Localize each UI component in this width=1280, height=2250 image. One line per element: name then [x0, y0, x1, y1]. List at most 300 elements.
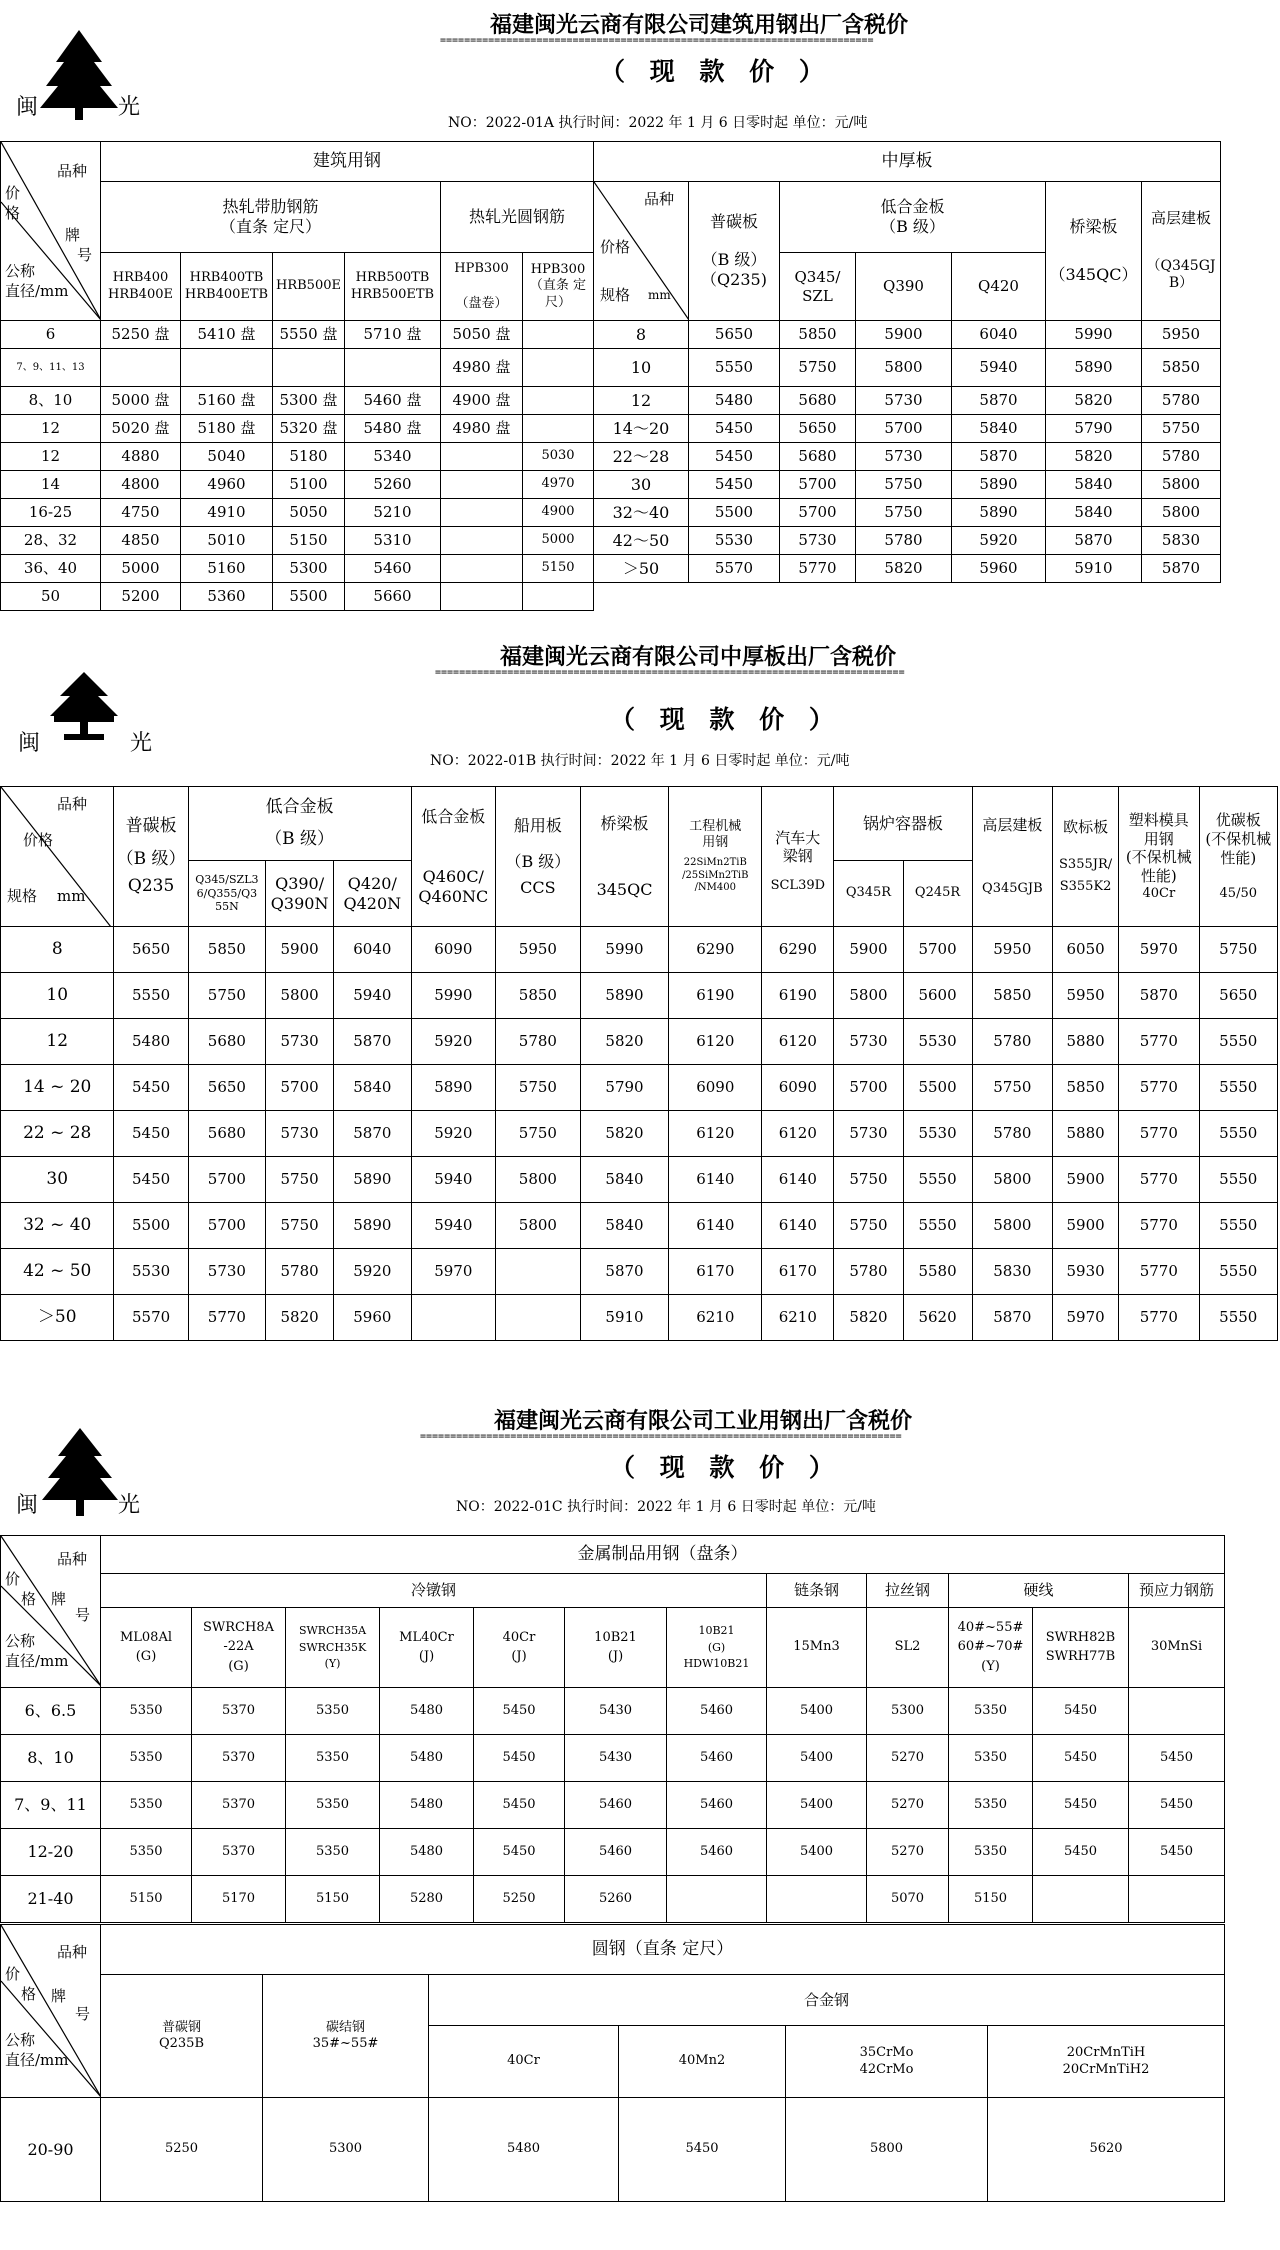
header-quality-carbon: [1199, 787, 1277, 927]
table-row: [1, 555, 1221, 583]
table-row: [1, 499, 1221, 527]
grade-line: (G): [228, 1658, 249, 1674]
price-cell: 5270: [867, 1829, 949, 1876]
plate-spec-cell: 10: [594, 349, 689, 387]
header-low-alloy: [780, 182, 1046, 253]
grade-cell: [667, 1608, 767, 1688]
price-cell: 6040: [334, 927, 411, 973]
header-building-steel: 建筑用钢: [101, 142, 594, 182]
price-cell: 5970: [1119, 927, 1199, 973]
price-cell: 5320 盘: [273, 415, 345, 443]
company-logo: [14, 670, 154, 760]
grade-line: -22A: [223, 1639, 254, 1655]
price-cell: 5870: [580, 1249, 669, 1295]
price-cell: 5180: [273, 443, 345, 471]
price-cell: [1033, 1876, 1129, 1923]
header-alloy: [188, 787, 411, 861]
price-cell: 5950: [496, 927, 581, 973]
page-title: 福建闽光云商有限公司建筑用钢出厂含税价: [490, 12, 909, 38]
price-cell: 5730: [834, 1019, 903, 1065]
price-cell: 5800: [972, 1203, 1052, 1249]
plate-table-body: [1, 927, 1278, 1341]
plate-price-cell: 5820: [1046, 387, 1142, 415]
price-cell: 5950: [972, 927, 1052, 973]
logo-char-right: 光: [130, 731, 153, 756]
price-cell: 5900: [1053, 1157, 1119, 1203]
price-cell: 5250: [474, 1876, 565, 1923]
header-high-line1: 高层建板: [982, 816, 1043, 834]
price-cell: [345, 349, 441, 387]
price-cell: 5300: [263, 2098, 429, 2202]
corner-g: 直径/mm: [5, 1652, 69, 1670]
price-cell: 5480 盘: [345, 415, 441, 443]
logo-char-left: 闽: [18, 731, 41, 756]
price-cell: [411, 1295, 496, 1341]
plate-price-cell: 5530: [689, 527, 780, 555]
price-cell: 5480: [429, 2098, 619, 2202]
spec-cell: 42 ~ 50: [1, 1249, 114, 1295]
price-cell: 6140: [762, 1157, 834, 1203]
plate-spec-cell: 12: [594, 387, 689, 415]
price-cell: 5960: [334, 1295, 411, 1341]
price-cell: 5660: [345, 583, 441, 611]
plate-price-cell: 5790: [1046, 415, 1142, 443]
grade-hrb500tb: HRB500TB HRB500ETB: [345, 253, 441, 321]
price-cell: 5300: [867, 1688, 949, 1735]
price-cell: 4910: [181, 499, 273, 527]
price-cell: 5550: [903, 1157, 972, 1203]
plate-price-cell: 6040: [952, 321, 1046, 349]
price-cell: 5880: [1053, 1019, 1119, 1065]
plate-price-cell: 5960: [952, 555, 1046, 583]
price-cell: 5900: [1053, 1203, 1119, 1249]
header-mold-line2: 用钢: [1143, 829, 1174, 848]
price-cell: 6170: [762, 1249, 834, 1295]
price-cell: 5800: [496, 1157, 581, 1203]
header-ship-plate: [496, 787, 581, 927]
price-cell: 5780: [972, 1111, 1052, 1157]
price-cell: 5770: [188, 1295, 265, 1341]
plate-price-cell: 5780: [1142, 443, 1221, 471]
header-euro-line1: 欧标板: [1063, 817, 1109, 836]
price-cell: 5550: [903, 1203, 972, 1249]
corner-header: [1, 1536, 101, 1688]
price-cell: 5480: [114, 1019, 188, 1065]
price-cell: 4850: [101, 527, 181, 555]
industrial-table-body: [1, 1688, 1225, 1923]
grade-q245r: Q245R: [903, 861, 972, 927]
header-bridge-line1: 桥梁板: [1069, 217, 1118, 236]
price-cell: 6140: [762, 1203, 834, 1249]
title-underline: ================================================================================: [420, 1432, 902, 1442]
header-quality-line4: 45/50: [1219, 885, 1257, 901]
price-cell: 5800: [496, 1203, 581, 1249]
diameter-cell: 6、6.5: [1, 1688, 101, 1735]
round-corner-header: [1, 1925, 101, 2098]
price-cell: 5350: [101, 1829, 192, 1876]
grade-line: SWRH82B: [1045, 1629, 1116, 1645]
corner-b: 价: [5, 1570, 21, 1588]
corner-b: 价: [5, 1965, 21, 1983]
price-cell: 5350: [949, 1829, 1033, 1876]
price-cell: 5800: [786, 2098, 988, 2202]
grade-line: 40Cr: [502, 1629, 536, 1645]
price-cell: 5340: [345, 443, 441, 471]
price-cell: 5650: [188, 1065, 265, 1111]
plate-price-cell: 5850: [1142, 349, 1221, 387]
price-cell: 5480: [380, 1688, 474, 1735]
grade-line: 30MnSi: [1150, 1639, 1203, 1655]
price-cell: 5020 盘: [101, 415, 181, 443]
price-cell: 5350: [101, 1782, 192, 1829]
plate-spec-cell: 22～28: [594, 443, 689, 471]
price-cell: 5430: [565, 1688, 667, 1735]
price-cell: 5350: [949, 1735, 1033, 1782]
price-cell: 5910: [580, 1295, 669, 1341]
plate-price-cell: 5780: [1142, 387, 1221, 415]
plate-price-cell: 5650: [689, 321, 780, 349]
price-cell: 5170: [192, 1876, 286, 1923]
plate-price-cell: 5870: [952, 387, 1046, 415]
price-cell: 5310: [345, 527, 441, 555]
price-cell: 5730: [266, 1111, 334, 1157]
header-carbon-steel-line2: Q235B: [158, 2036, 205, 2051]
spec-cell: 14 ~ 20: [1, 1065, 114, 1111]
price-cell: 5450: [114, 1065, 188, 1111]
price-cell: 5460: [667, 1735, 767, 1782]
price-cell: 5160 盘: [181, 387, 273, 415]
plate-spec-cell: 8: [594, 321, 689, 349]
price-cell: 5820: [580, 1019, 669, 1065]
price-cell: 5360: [181, 583, 273, 611]
title-underline: ========================================================================: [440, 36, 874, 46]
plate-price-cell: 5700: [856, 415, 952, 443]
price-cell: 5370: [192, 1735, 286, 1782]
price-cell: 6140: [669, 1203, 762, 1249]
table-row: [1, 583, 1221, 611]
plate-price-cell: 5650: [780, 415, 856, 443]
price-cell: [441, 527, 523, 555]
price-cell: 5570: [114, 1295, 188, 1341]
header-carbon-line3: Q235: [127, 876, 175, 897]
logo-char-right: 光: [118, 1493, 141, 1518]
price-cell: [1129, 1688, 1225, 1735]
price-cell: 5550: [1199, 1295, 1277, 1341]
price-cell: 5940: [411, 1203, 496, 1249]
price-cell: [101, 349, 181, 387]
price-cell: [441, 471, 523, 499]
price-cell: [523, 321, 594, 349]
price-cell: 5350: [286, 1829, 380, 1876]
price-cell: 5550: [1199, 1203, 1277, 1249]
price-cell: 5890: [580, 973, 669, 1019]
price-cell: [667, 1876, 767, 1923]
price-cell: 5000 盘: [101, 387, 181, 415]
header-bridge-plate: [1046, 182, 1142, 321]
plate-price-cell: 5900: [856, 321, 952, 349]
price-cell: 6170: [669, 1249, 762, 1295]
price-cell: 5350: [101, 1688, 192, 1735]
price-cell: 5750: [266, 1157, 334, 1203]
plate-price-cell: 5450: [689, 443, 780, 471]
price-cell: 5030: [523, 443, 594, 471]
table-row: [1, 973, 1278, 1019]
table-row: [1, 349, 1221, 387]
price-cell: 5700: [266, 1065, 334, 1111]
price-cell: 6190: [669, 973, 762, 1019]
price-cell: 5270: [867, 1735, 949, 1782]
header-carbon-line2: （B 级）: [116, 848, 186, 869]
price-cell: 6090: [669, 1065, 762, 1111]
price-cell: 5550: [1199, 1157, 1277, 1203]
plate-price-cell: 5920: [952, 527, 1046, 555]
header-bridge: [580, 787, 669, 927]
price-cell: [181, 349, 273, 387]
table-row: [1, 1876, 1225, 1923]
grade-40cr: 40Cr: [429, 2026, 619, 2098]
price-cell: 5070: [867, 1876, 949, 1923]
company-logo: [14, 1426, 154, 1521]
plate-price-cell: 5910: [1046, 555, 1142, 583]
corner-c: 格: [5, 204, 21, 222]
price-cell: 5480: [380, 1829, 474, 1876]
header-mold-line3: (不保机械: [1125, 848, 1192, 867]
grade-line: (Y): [981, 1658, 1000, 1674]
grade-q420: Q420/ Q420N: [334, 861, 411, 927]
grade-cell: [949, 1608, 1033, 1688]
plate-corner-d: mm: [648, 288, 671, 302]
grade-cell: [565, 1608, 667, 1688]
grade-hpb300-coil: [441, 253, 523, 321]
price-cell: 5970: [411, 1249, 496, 1295]
grade-line: 10B21: [594, 1629, 637, 1645]
price-cell: 5870: [972, 1295, 1052, 1341]
price-cell: [523, 387, 594, 415]
price-cell: 4880: [101, 443, 181, 471]
header-high-line2: Q345GJB: [982, 880, 1043, 896]
price-cell: 6090: [762, 1065, 834, 1111]
diameter-cell: 20-90: [1, 2098, 101, 2202]
price-cell: 5840: [580, 1157, 669, 1203]
price-cell: 5450: [1033, 1688, 1129, 1735]
plate-price-cell: 5700: [780, 499, 856, 527]
price-cell: 5730: [266, 1019, 334, 1065]
corner-c: 格: [21, 1985, 37, 2003]
price-cell: 5150: [286, 1876, 380, 1923]
price-cell: 6140: [669, 1157, 762, 1203]
header-mold-line5: 40Cr: [1142, 885, 1176, 901]
corner-header: [1, 142, 101, 321]
price-cell: 5450: [1033, 1735, 1129, 1782]
spec-cell: 30: [1, 1157, 114, 1203]
spec-cell: ＞50: [1, 1295, 114, 1341]
header-carbon-steel-line1: 普碳钢: [161, 2019, 201, 2035]
header-high-line1: 高层建板: [1151, 209, 1212, 228]
grade-line: SWRCH8A: [203, 1620, 274, 1636]
grade-line: SL2: [894, 1639, 921, 1655]
price-cell: 5890: [334, 1203, 411, 1249]
price-cell: 5450: [114, 1111, 188, 1157]
plate-price-cell: 5890: [952, 499, 1046, 527]
price-cell: 6120: [762, 1111, 834, 1157]
doc-info: NO：2022-01C 执行时间：2022 年 1 月 6 日零时起 单位：元/吨: [456, 1499, 876, 1515]
header-euro-line3: S355K2: [1059, 878, 1112, 894]
price-cell: 5350: [286, 1688, 380, 1735]
plate-price-cell: 5780: [856, 527, 952, 555]
price-cell: 6190: [762, 973, 834, 1019]
corner-d: 牌: [51, 1590, 67, 1608]
price-cell: 5250: [101, 2098, 263, 2202]
header-carbon-line3: （Q235): [701, 270, 767, 289]
price-cell: 5840: [580, 1203, 669, 1249]
table-row: [1, 927, 1278, 973]
table-row: [1, 1111, 1278, 1157]
grade-cell: [192, 1608, 286, 1688]
price-cell: 5940: [411, 1157, 496, 1203]
price-cell: 6120: [669, 1019, 762, 1065]
spec-cell: 22 ~ 28: [1, 1111, 114, 1157]
grade-line: SWRCH35A: [298, 1623, 367, 1637]
plate-price-cell: 5750: [856, 471, 952, 499]
price-cell: 5010: [181, 527, 273, 555]
price-cell: 5450: [1129, 1829, 1225, 1876]
price-cell: 5900: [834, 927, 903, 973]
diameter-cell: 36、40: [1, 555, 101, 583]
corner-a: 品种: [57, 795, 88, 813]
header-q460-line1: 低合金板: [421, 806, 486, 826]
header-quality-line1: 优碳板: [1215, 811, 1261, 830]
price-cell: 5260: [565, 1876, 667, 1923]
price-cell: 5750: [834, 1203, 903, 1249]
plate-price-cell: 5820: [856, 555, 952, 583]
header-round-bar: 圆钢（直条 定尺）: [101, 1925, 1225, 1975]
price-cell: 5990: [580, 927, 669, 973]
header-machinery: [669, 787, 762, 927]
price-cell: 5950: [1053, 973, 1119, 1019]
price-cell: 5160: [181, 555, 273, 583]
price-cell: 5450: [114, 1157, 188, 1203]
spec-cell: 10: [1, 973, 114, 1019]
header-mach-line3: 22SiMn2TiB: [683, 857, 747, 868]
price-cell: 5710 盘: [345, 321, 441, 349]
price-cell: 5820: [266, 1295, 334, 1341]
price-cell: 5370: [192, 1688, 286, 1735]
header-plate: 中厚板: [594, 142, 1221, 182]
price-cell: 5500: [273, 583, 345, 611]
price-cell: 5450: [1033, 1829, 1129, 1876]
plate-price-cell: 5680: [780, 443, 856, 471]
grade-line: (G): [135, 1649, 157, 1664]
header-cold-heading: 冷镦钢: [101, 1574, 767, 1608]
price-cell: 5600: [903, 973, 972, 1019]
price-cell: 5450: [474, 1735, 565, 1782]
price-cell: [523, 583, 594, 611]
grade-hrb500e: HRB500E: [273, 253, 345, 321]
price-cell: 5650: [1199, 973, 1277, 1019]
price-cell: 5370: [192, 1829, 286, 1876]
grade-hrb400tb: HRB400TB HRB400ETB: [181, 253, 273, 321]
price-cell: 5460: [667, 1688, 767, 1735]
grade-line: (Y): [324, 1657, 341, 1671]
plate-price-cell: 5870: [1046, 527, 1142, 555]
plate-price-cell: 5800: [1142, 471, 1221, 499]
diameter-cell: 50: [1, 583, 101, 611]
corner-b: 价: [5, 184, 21, 202]
diameter-cell: 7、9、11: [1, 1782, 101, 1829]
price-cell: 6050: [1053, 927, 1119, 973]
price-cell: [496, 1249, 581, 1295]
plate-spec-cell: 32～40: [594, 499, 689, 527]
plate-price-cell: 5950: [1142, 321, 1221, 349]
logo-char-left: 闽: [16, 1493, 39, 1518]
subtitle: （ 现 款 价 ）: [610, 1453, 842, 1482]
price-cell: 5350: [286, 1735, 380, 1782]
price-cell: [767, 1876, 867, 1923]
price-cell: [441, 499, 523, 527]
price-cell: 5530: [903, 1019, 972, 1065]
price-cell: 5770: [1119, 1295, 1199, 1341]
corner-e: 号: [77, 246, 93, 264]
price-cell: 5450: [474, 1782, 565, 1829]
plate-table: [0, 786, 1278, 1341]
price-cell: 5550 盘: [273, 321, 345, 349]
price-cell: 5990: [411, 973, 496, 1019]
table-row: [1, 443, 1221, 471]
header-rebar-line1: 热轧带肋钢筋: [222, 197, 319, 216]
header-chain: 链条钢: [767, 1574, 867, 1608]
price-cell: 5450: [1129, 1782, 1225, 1829]
plate-price-cell: 5570: [689, 555, 780, 583]
spec-cell: 8: [1, 927, 114, 973]
price-cell: 5930: [1053, 1249, 1119, 1295]
price-cell: 5870: [334, 1019, 411, 1065]
corner-f: 公称: [5, 2031, 36, 2049]
header-mach-line1: 工程机械: [689, 818, 742, 834]
plate-price-cell: 5750: [1142, 415, 1221, 443]
price-cell: 5000: [523, 527, 594, 555]
price-cell: 5460: [667, 1782, 767, 1829]
corner-g: 直径/mm: [5, 282, 69, 300]
header-bridge-line1: 桥梁板: [600, 813, 649, 833]
plate-corner-a: 品种: [644, 190, 675, 208]
header-structural-steel: [263, 1975, 429, 2098]
price-cell: 5270: [867, 1782, 949, 1829]
company-logo: [14, 28, 144, 123]
price-cell: 5300: [273, 555, 345, 583]
table-row: [1, 321, 1221, 349]
grade-line: ML40Cr: [399, 1629, 454, 1645]
plate-price-cell: 5550: [689, 349, 780, 387]
page-title: 福建闽光云商有限公司工业用钢出厂含税价: [494, 1408, 913, 1434]
price-cell: [441, 583, 523, 611]
price-cell: 5500: [114, 1203, 188, 1249]
logo-char-left: 闽: [16, 95, 39, 120]
table-row: [1, 1295, 1278, 1341]
price-cell: 5750: [188, 973, 265, 1019]
header-high-rise: [972, 787, 1052, 927]
price-cell: 5680: [188, 1019, 265, 1065]
corner-a: 品种: [57, 1550, 88, 1568]
price-cell: 5370: [192, 1782, 286, 1829]
plate-price-cell: 5500: [689, 499, 780, 527]
header-structural-line2: 35#~55#: [312, 2036, 379, 2051]
doc-info: NO：2022-01B 执行时间：2022 年 1 月 6 日零时起 单位：元/吨: [430, 753, 850, 769]
table-row: [1, 471, 1221, 499]
price-cell: 4800: [101, 471, 181, 499]
grade-q345-szl: Q345/SZL3 6/Q355/Q3 55N: [188, 861, 265, 927]
round-bar-row: [1, 2098, 1225, 2202]
grade-hrb400: HRB400 HRB400E: [101, 253, 181, 321]
